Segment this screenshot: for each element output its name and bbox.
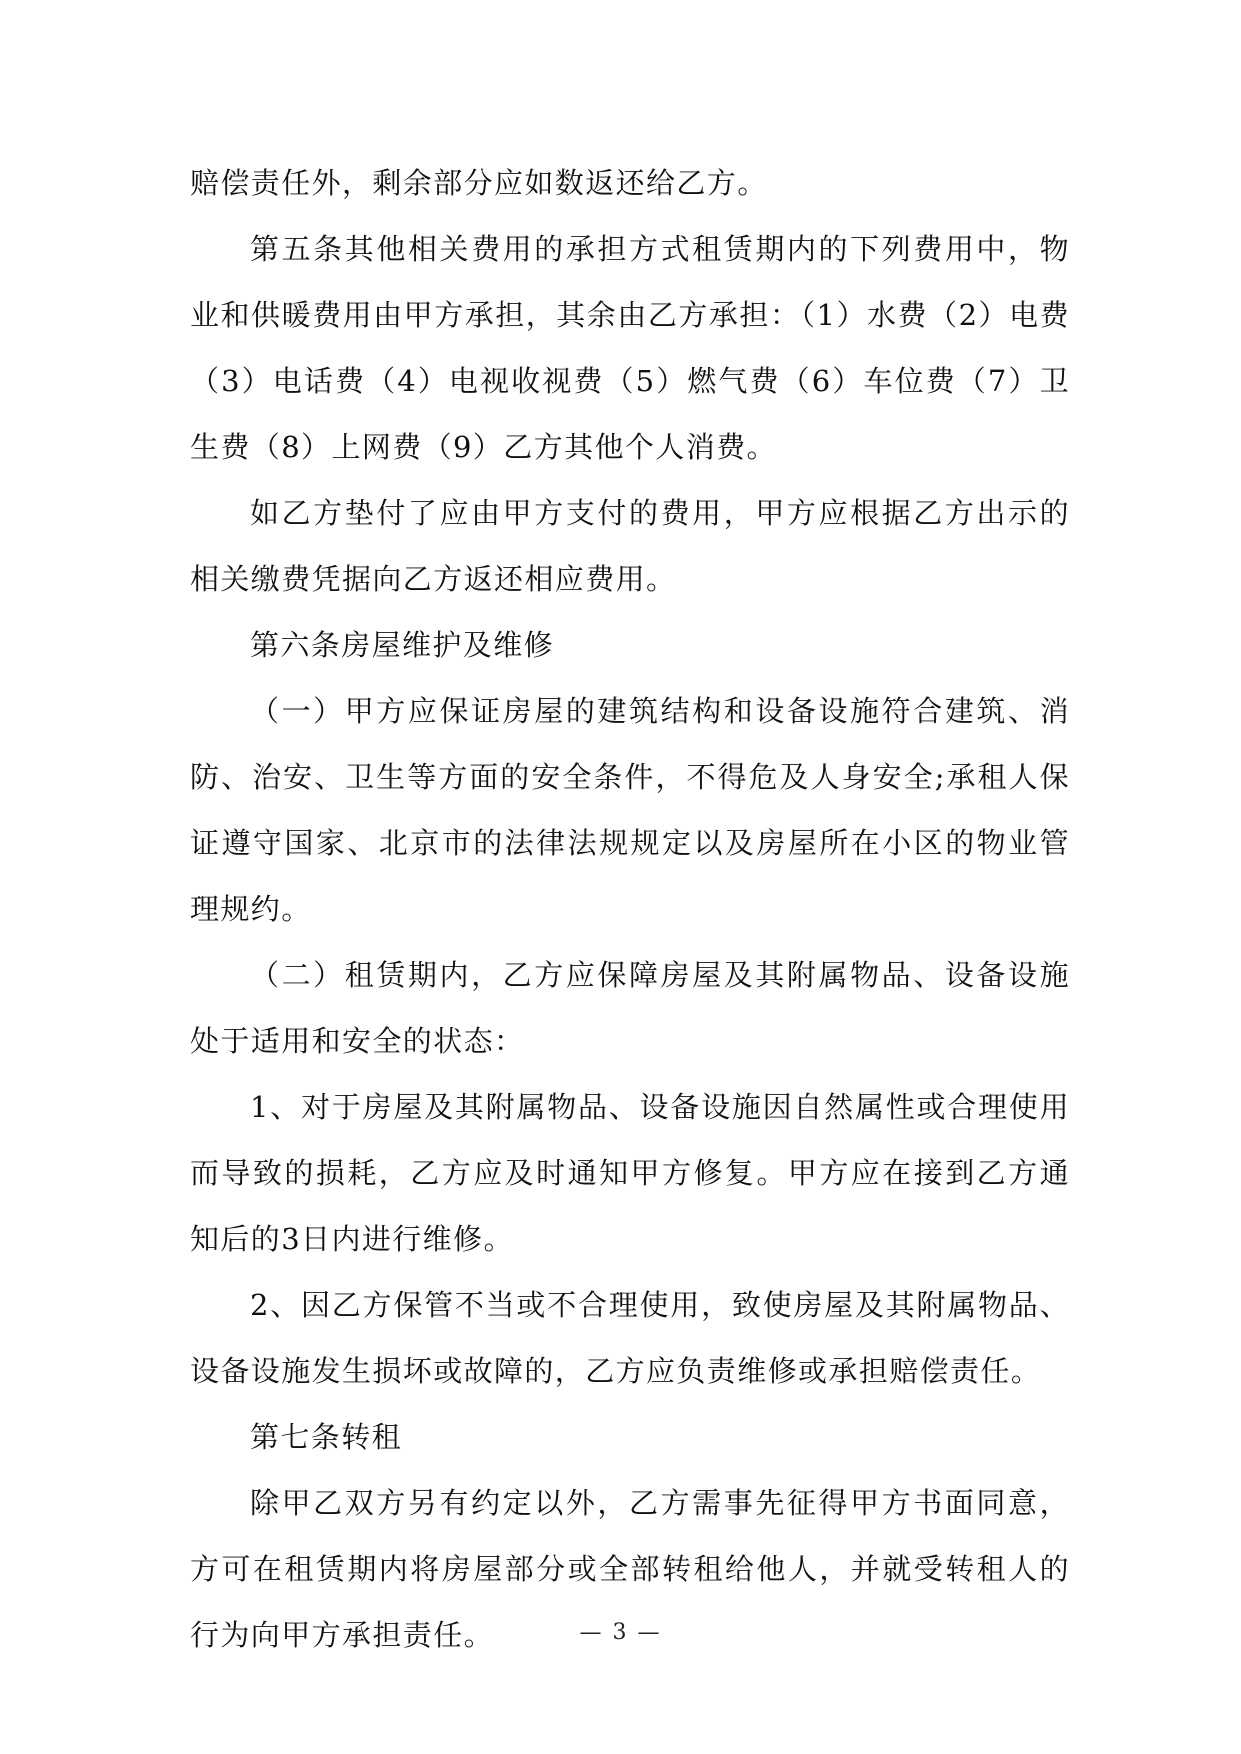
paragraph-advance-payment: 如乙方垫付了应由甲方支付的费用，甲方应根据乙方出示的相关缴费凭据向乙方返还相应费用。 (190, 496, 1070, 596)
paragraph-sublease: 除甲乙双方另有约定以外，乙方需事先征得甲方书面同意，方可在租赁期内将房屋部分或全部转租给他人，并就受转租人的行为向甲方承担责任。 (190, 1486, 1070, 1652)
paragraph-article-5: 第五条其他相关费用的承担方式租赁期内的下列费用中，物业和供暖费用由甲方承担，其余由乙方承担：（1）水费（2）电费（3）电话费（4）电视收视费（5）燃气费（6）车位费（7）卫生费（8）上网费（9）乙方其他个人消费。 (190, 232, 1070, 464)
page-number: — 3 — (579, 1620, 662, 1645)
heading-article-7: 第七条转租 (250, 1420, 403, 1454)
paragraph-clause-1: 1、对于房屋及其附属物品、设备设施因自然属性或合理使用而导致的损耗，乙方应及时通知甲方修复。甲方应在接到乙方通知后的3日内进行维修。 (190, 1090, 1070, 1256)
heading-article-6: 第六条房屋维护及维修 (250, 628, 555, 662)
paragraph-article-6-item-2: （二）租赁期内，乙方应保障房屋及其附属物品、设备设施处于适用和安全的状态： (190, 958, 1070, 1058)
paragraph-clause-2: 2、因乙方保管不当或不合理使用，致使房屋及其附属物品、设备设施发生损坏或故障的，乙方应负责维修或承担赔偿责任。 (190, 1288, 1070, 1388)
paragraph-article-6-item-1: （一）甲方应保证房屋的建筑结构和设备设施符合建筑、消防、治安、卫生等方面的安全条件，不得危及人身安全;承租人保证遵守国家、北京市的法律法规规定以及房屋所在小区的物业管理规约。 (190, 694, 1070, 926)
document-body (190, 150, 1070, 1668)
paragraph-continuation: 赔偿责任外，剩余部分应如数返还给乙方。 (190, 166, 768, 200)
